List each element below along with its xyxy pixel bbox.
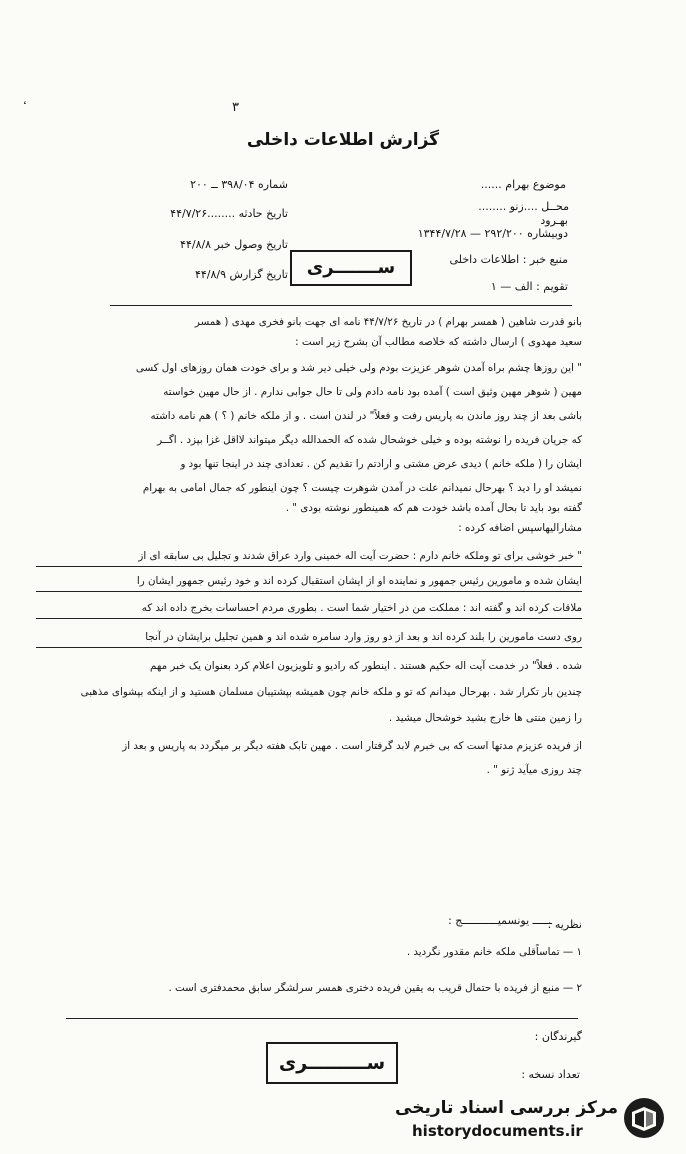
body-line-underlined: روی دست مامورین را بلند کرده اند و بعد از دو روز وارد سامره شده اند و همین تجلیل برایشان در آنجا xyxy=(36,627,582,648)
body-line: سعید مهدوی ) ارسال داشته که خلاصه مطالب آن بشرح زیر است : xyxy=(295,336,582,348)
source-number-field: دوبیشاره ۲۹۲/۲۰۰ — ۱۳۴۴/۷/۲۸ xyxy=(417,227,568,240)
footer-divider xyxy=(66,1018,578,1019)
remark-item: ۱ — تماساًقلی ملکه خانم مقدور نگردید . xyxy=(406,946,582,958)
secret-stamp-bottom: ســـــــــری xyxy=(266,1042,398,1084)
recipients-label: گیرندگان : xyxy=(534,1030,582,1043)
remark-item: ۲ — منبع از فریده با حتمال قریب به یقین فریده دختری همسر سرلشگر سابق محمدفتری است . xyxy=(168,982,582,994)
brand-logo-icon xyxy=(622,1096,666,1144)
body-line: گفته بود باید تا بحال آمده باشد خودت هم که همینطور نوشته بودی " . xyxy=(285,502,582,514)
header-divider xyxy=(110,305,572,306)
body-line: مهین ( شوهر مهین وثیق است ) آمده بود نامه دادم ولی تا حال جوابی ندارم . از حال مهین خواسته xyxy=(163,386,582,398)
body-line: ایشان را ( ملکه خانم ) دیدی عرض مشتی و ارادتم را تقدیم کن . تعدادی چند در اینجا تنها بود و xyxy=(180,458,582,470)
body-line: " این روزها چشم براه آمدن شوهر عزیزت بودم ولی خیلی دیر شد و برای خودت همان روزهای اول کسی xyxy=(135,362,582,374)
location-field: محــل ....زنو ........ xyxy=(478,200,569,213)
body-line-underlined: " خبر خوشی برای تو وملکه خانم دارم : حضرت آیت اله خمینی وارد عراق شدند و تجلیل بی سابقه ای از xyxy=(36,546,582,567)
incident-date-field: تاریخ حادثه ........۴۴/۷/۲۶ xyxy=(170,207,288,220)
body-line-underlined: ایشان شده و مامورین رئیس جمهور و نماینده او از ایشان استقبال کرده اند و خود رئیس جمهور ایشان را xyxy=(36,571,582,592)
body-line: را زمین منتی ها خارج بشید خوشحال میشید . xyxy=(388,712,582,724)
body-line: مشارالیهاسپس اضافه کرده : xyxy=(458,522,582,534)
page-number: ۳ xyxy=(232,100,239,115)
subject-field: موضوع بهرام ...... xyxy=(480,178,566,191)
remarks-header: ــــــ یونسمیـــــــــــج : xyxy=(448,914,552,927)
secret-stamp-top: ســـــــری xyxy=(290,250,412,286)
report-body xyxy=(36,312,582,780)
receipt-date-field: تاریخ وصول خبر ۴۴/۸/۸ xyxy=(180,238,288,251)
remarks-label: نظریه : xyxy=(547,918,582,931)
number-field: شماره ۳۹۸/۰۴ ــ ۲۰۰ xyxy=(190,178,288,191)
brand-name: مرکز بررسی اسناد تاریخی xyxy=(395,1098,618,1118)
report-date-field: تاریخ گزارش ۴۴/۸/۹ xyxy=(194,268,288,281)
body-line: از فریده عزیزم مدتها است که بی خبرم لابد گرفتار است . مهین تابک هفته دیگر بر میگردد به پاریس و بعد از xyxy=(122,740,582,752)
body-line: شده . فعلاً" در خدمت آیت اله حکیم هستند . اینطور که رادیو و تلویزیون اعلام کرد بعنوان یک خبر مهم xyxy=(150,660,582,672)
body-line: چندین بار تکرار شد . بهرحال میدانم که تو و ملکه خانم چون همیشه بپشتیبان مسلمان هستید و از اینکه بپشوای مذهبی xyxy=(80,686,582,698)
body-line: بانو قدرت شاهین ( همسر بهرام ) در تاریخ ۴۴/۷/۲۶ نامه ای جهت بانو فخری مهدی ( همسر xyxy=(194,316,582,328)
body-line: نمیشد او را دید ؟ بهرحال نمیدانم علت در آمدن شوهرت چیست ؟ چون اینطور که جمال امامی به بهرام xyxy=(142,482,582,494)
news-source-field: منبع خبر : اطلاعات داخلی xyxy=(449,253,568,266)
body-line-underlined: ملاقات کرده اند و گفته اند : مملکت من در اختیار شما است . بطوری مردم احساسات بخرج داده اند که xyxy=(36,598,582,619)
body-line: باشی بعد از چند روز ماندن به پاریس رفت و فعلاً" در لندن است . و از ملکه خانم ( ؟ ) هم نامه داشته xyxy=(150,410,582,422)
copies-label: تعداد نسخه : xyxy=(521,1068,580,1081)
body-line: چند روزی میآید ژنو " . xyxy=(486,764,582,776)
body-line: که جریان فریده را نوشته بوده و خیلی خوشحال شده که الحمدالله دیگر میتواند لااقل غزا بپزد . اگــر xyxy=(157,434,582,446)
brand-url: historydocuments.ir xyxy=(412,1122,583,1140)
source-name-field: بهـرود xyxy=(540,214,568,227)
rating-field: تقویم : الف — ۱ xyxy=(490,280,568,293)
page-title: گزارش اطلاعات داخلی xyxy=(246,130,440,150)
